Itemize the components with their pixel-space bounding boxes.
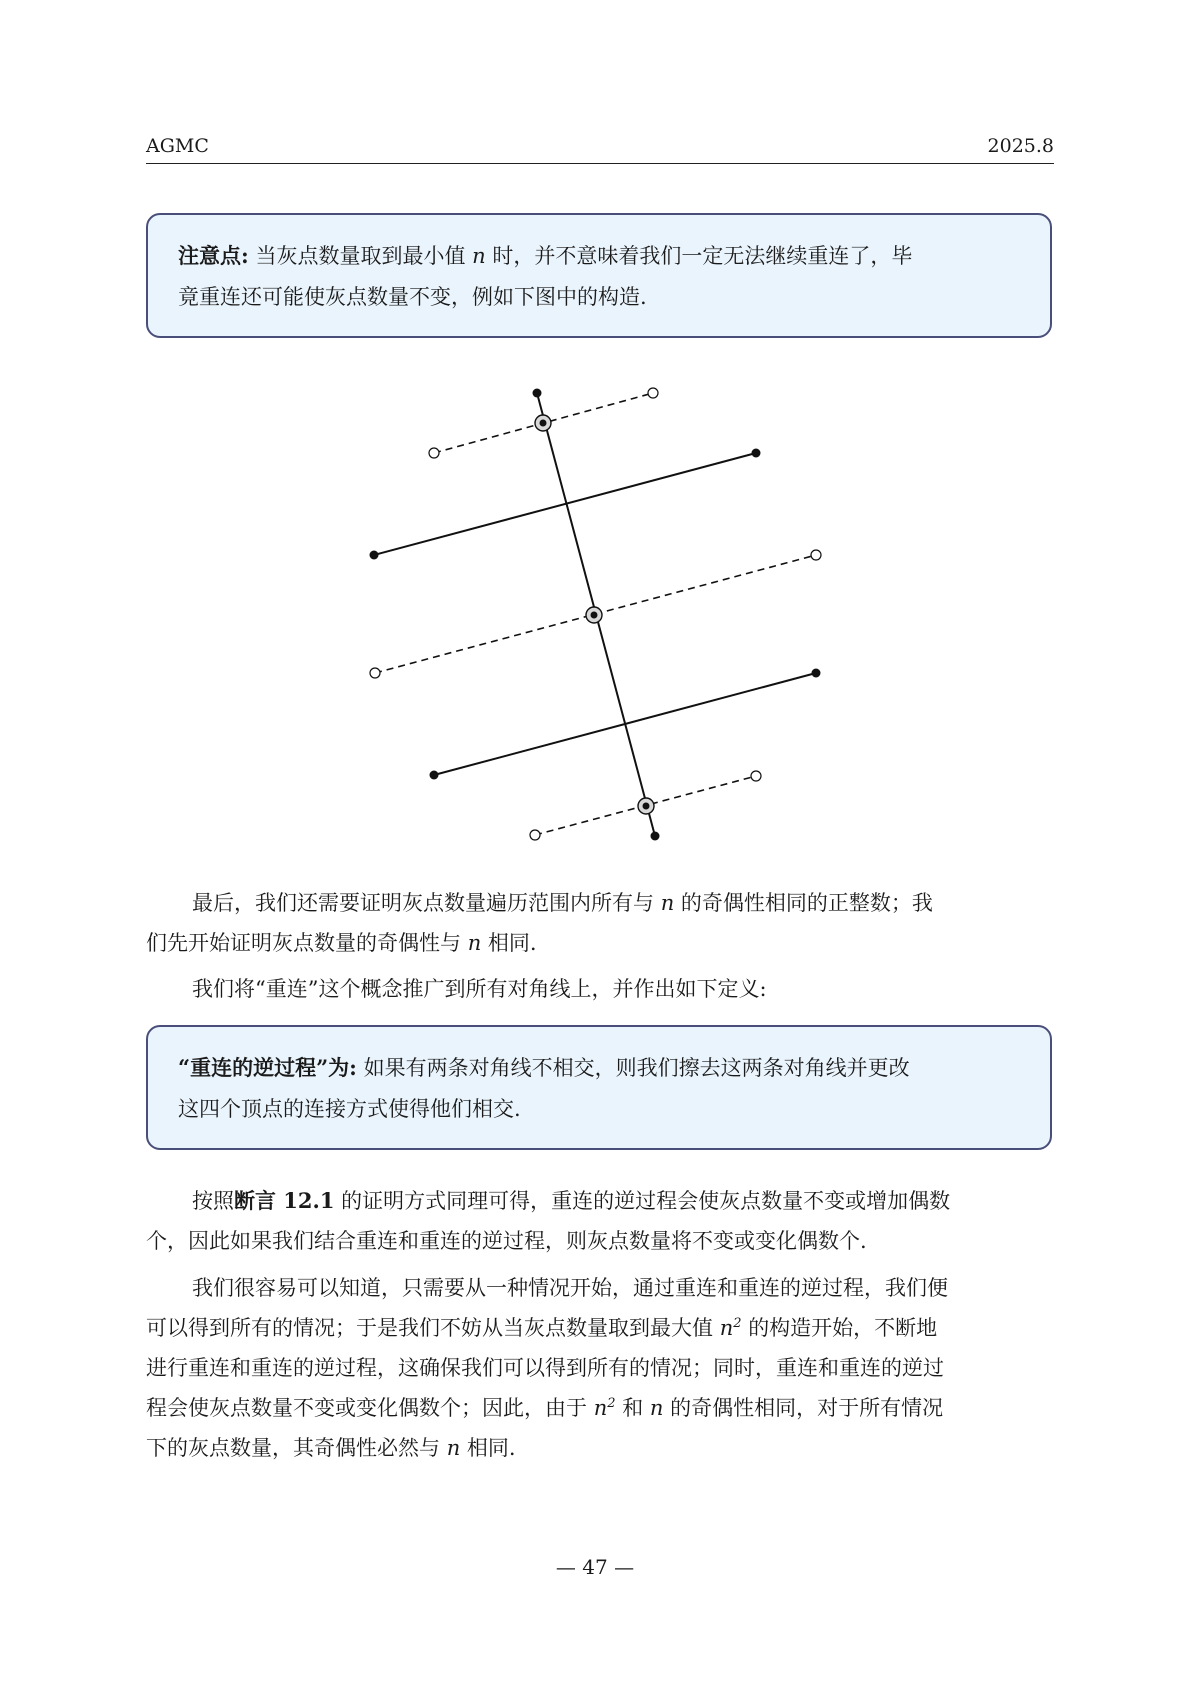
filled-vertex: [812, 669, 821, 678]
gray-point-center: [540, 420, 547, 427]
open-vertex: [429, 448, 439, 458]
assertion-ref: 断言 12.1: [234, 1188, 335, 1213]
definition-line-2: 这四个顶点的连接方式使得他们相交.: [178, 1097, 521, 1121]
math-n: n: [472, 244, 486, 268]
header-journal: AGMC: [146, 135, 209, 157]
filled-vertex: [370, 551, 379, 560]
solid-diagonal: [374, 453, 756, 555]
note-line-2: 竟重连还可能使灰点数量不变，例如下图中的构造.: [178, 285, 647, 309]
paragraph-2: 我们将“重连”这个概念推广到所有对角线上，并作出如下定义:: [192, 977, 767, 1001]
open-vertex: [530, 830, 540, 840]
note-line-1: 注意点: 当灰点数量取到最小值 n 时，并不意味着我们一定无法继续重连了，毕: [178, 243, 913, 268]
math-n-squared: $n^2$: [719, 1316, 742, 1340]
filled-vertex: [533, 389, 542, 398]
header-date: 2025.8: [987, 135, 1054, 157]
solid-diagonal: [434, 673, 816, 775]
open-vertex: [811, 550, 821, 560]
math-n: n: [467, 931, 482, 955]
filled-vertex: [651, 832, 660, 841]
paragraph-4: 我们很容易可以知道，只需要从一种情况开始，通过重连和重连的逆过程，我们便 可以得到所有的情况；于是我们不妨从当灰点数量取到最大值 $n^2$ 的构造开始，不断地 进行重连和重连的逆过程，这确保我们可以得到所有的情况；同时，重连和重连的逆过 程会使灰点数量不变或变化偶数个；因此，由于 $n^2$ 和 n 的奇偶性相同，对于所有情况 下的灰点数量，其奇偶性必然与 n 相同.: [146, 1276, 948, 1460]
math-n: n: [660, 891, 675, 915]
gray-point-center: [643, 803, 650, 810]
open-vertex: [648, 388, 658, 398]
paragraph-1: 最后，我们还需要证明灰点数量遍历范围内所有与 n 的奇偶性相同的正整数；我 们先开始证明灰点数量的奇偶性与 n 相同.: [146, 891, 933, 955]
definition-box: [146, 1025, 1052, 1150]
gray-point-center: [591, 612, 598, 619]
open-vertex: [370, 668, 380, 678]
figure-points: [370, 388, 822, 841]
math-n: n: [446, 1436, 461, 1460]
math-n: n: [649, 1396, 664, 1420]
filled-vertex: [430, 771, 439, 780]
math-n-squared: $n^2$: [593, 1396, 616, 1420]
filled-vertex: [752, 449, 761, 458]
definition-label: “重连的逆过程”为:: [178, 1055, 357, 1080]
open-vertex: [751, 771, 761, 781]
page-number: — 47 —: [555, 1555, 635, 1579]
definition-line-1: “重连的逆过程”为: 如果有两条对角线不相交，则我们擦去这两条对角线并更改: [178, 1055, 910, 1080]
note-label: 注意点:: [178, 243, 249, 268]
paragraph-3: 按照断言 12.1 的证明方式同理可得，重连的逆过程会使灰点数量不变或增加偶数 个，因此如果我们结合重连和重连的逆过程，则灰点数量将不变或变化偶数个.: [146, 1188, 951, 1253]
